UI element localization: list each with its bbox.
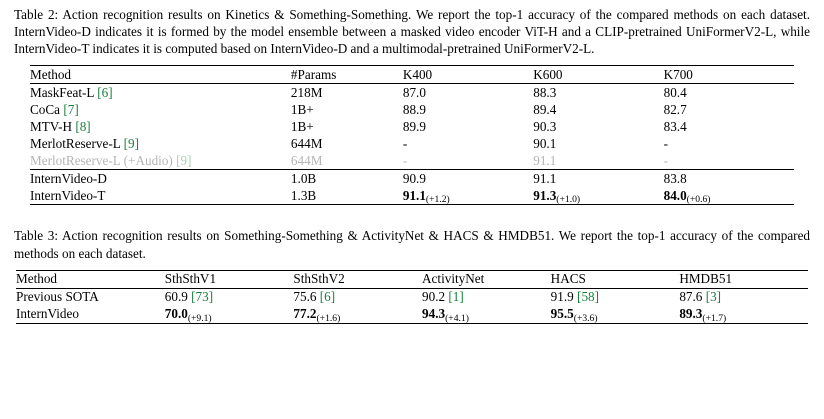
table2-cell-method: CoCa [7] [30, 101, 79, 117]
table-row [30, 170, 794, 188]
table2-header-row [30, 66, 794, 84]
citation-link[interactable]: [7] [63, 101, 79, 117]
citation-link[interactable]: [1] [448, 289, 464, 305]
citation-link[interactable]: [6] [319, 289, 336, 305]
table2-cell-k400: 91.1(+1.2) [403, 187, 533, 205]
table2-cell-method: MaskFeat-L [6] [30, 84, 291, 102]
table3-cell-sthsthv2: 75.6 [6] [293, 288, 422, 306]
table2-caption [14, 6, 810, 57]
table2-cell-k700: 83.4 [663, 118, 687, 134]
table3-col-sthsthv1: SthSthV1 [165, 270, 294, 288]
table2-cell-k600: 88.3 [533, 84, 663, 102]
table2-col-k700: K700 [664, 66, 794, 84]
table3-cell-activitynet: 94.3(+4.1) [422, 306, 551, 324]
table3-cell-hmdb51: 89.3(+1.7) [679, 306, 808, 324]
table2-cell-params: 1B+ [290, 118, 314, 134]
table-row [30, 135, 794, 152]
table2-cell-k700: - [663, 152, 668, 168]
table2-cell-method: InternVideo-D [30, 170, 291, 188]
table2-cell-k700: 82.7 [663, 101, 687, 117]
citation-link[interactable]: [73] [191, 289, 214, 305]
table-row [30, 84, 794, 102]
citation-link[interactable]: [8] [75, 118, 91, 134]
table2-cell-k600: 89.4 [533, 101, 557, 117]
table2-cell-k400: 88.9 [402, 101, 426, 117]
table2-cell-k400: 87.0 [403, 84, 533, 102]
table3-cell-hacs: 91.9 [58] [551, 288, 680, 306]
table2-cell-params: 218M [291, 84, 403, 102]
table-row [16, 288, 808, 306]
table-row [16, 306, 808, 324]
table2-cell-k600: 91.1 [533, 152, 557, 168]
table2-col-params: #Params [291, 66, 403, 84]
table3-col-hmdb51: HMDB51 [679, 270, 808, 288]
table2-cell-method: InternVideo-T [30, 187, 291, 205]
table2 [30, 65, 794, 205]
table3-cell-sthsthv2: 77.2(+1.6) [293, 306, 422, 324]
table2-col-k400: K400 [403, 66, 533, 84]
table2-wrapper [14, 65, 810, 205]
table2-cell-k600: 91.1 [533, 170, 663, 188]
table3-wrapper [14, 270, 810, 324]
table2-cell-k600: 91.3(+1.0) [533, 187, 663, 205]
table-row [30, 152, 794, 170]
table3-cell-sthsthv1: 60.9 [73] [165, 288, 294, 306]
table3-col-hacs: HACS [551, 270, 680, 288]
table3-cell-hacs: 95.5(+3.6) [551, 306, 680, 324]
table2-cell-k700: 80.4 [664, 84, 794, 102]
table3-caption-text: Action recognition results on Something-Something & ActivityNet & HACS & HMDB51. We report the top-1 accuracy of the compared methods on each dataset. [14, 228, 811, 261]
table2-cell-params: 644M [290, 152, 323, 168]
table2-cell-params: 1B+ [290, 101, 314, 117]
table2-col-k600: K600 [533, 66, 663, 84]
table2-cell-params: 1.3B [291, 187, 403, 205]
citation-link[interactable]: [9] [123, 135, 140, 151]
table2-cell-k400: - [402, 152, 408, 168]
table2-cell-k700: 83.8 [664, 170, 794, 188]
table2-cell-k600: 90.1 [533, 135, 557, 151]
section-spacer [14, 205, 810, 227]
table2-cell-k700: - [663, 135, 668, 151]
table2-cell-k400: - [402, 135, 408, 151]
table3-cell-activitynet: 90.2 [1] [422, 288, 551, 306]
table2-col-method: Method [30, 66, 291, 84]
table3-caption-label: Table 3: [14, 228, 59, 244]
table2-cell-k600: 90.3 [533, 118, 557, 134]
table2-cell-k400: 90.9 [403, 170, 533, 188]
table2-cell-k700: 84.0(+0.6) [664, 187, 794, 205]
table3-cell-method: InternVideo [16, 306, 165, 324]
table3-col-method: Method [16, 270, 165, 288]
citation-link[interactable]: [58] [577, 289, 600, 305]
table3 [16, 270, 808, 324]
citation-link[interactable]: [6] [97, 84, 113, 100]
table2-cell-method: MerlotReserve-L [9] [30, 135, 140, 151]
table-row [30, 187, 794, 205]
table3-cell-hmdb51: 87.6 [3] [679, 288, 808, 306]
table3-col-activitynet: ActivityNet [422, 270, 551, 288]
table-row [30, 101, 794, 118]
table2-cell-params: 644M [290, 135, 323, 151]
table2-cell-method: MerlotReserve-L (+Audio) [9] [30, 152, 192, 168]
citation-link[interactable]: [9] [176, 152, 192, 168]
table3-caption [14, 227, 810, 261]
table3-col-sthsthv2: SthSthV2 [293, 270, 422, 288]
table2-cell-method: MTV-H [8] [30, 118, 91, 134]
table2-cell-k400: 89.9 [402, 118, 426, 134]
table2-caption-label: Table 2: [14, 7, 59, 22]
table3-cell-sthsthv1: 70.0(+9.1) [165, 306, 294, 324]
table3-cell-method: Previous SOTA [16, 288, 165, 306]
table2-caption-text: Action recognition results on Kinetics & Something-Something. We report the top-1 accuracy of the compared methods on each dataset. InternVideo-D indicates it is formed by the model ensemble between a masked video encoder ViT-H and a CLIP-pretrained UniFormerV2-L, while InternVideo-T indicates it is computed based on InternVideo-D and a multimodal-pretrained UniFormerV2-L. [14, 7, 811, 57]
table2-cell-params: 1.0B [291, 170, 403, 188]
citation-link[interactable]: [3] [705, 289, 722, 305]
table3-header-row [16, 270, 808, 288]
table-row [30, 118, 794, 135]
